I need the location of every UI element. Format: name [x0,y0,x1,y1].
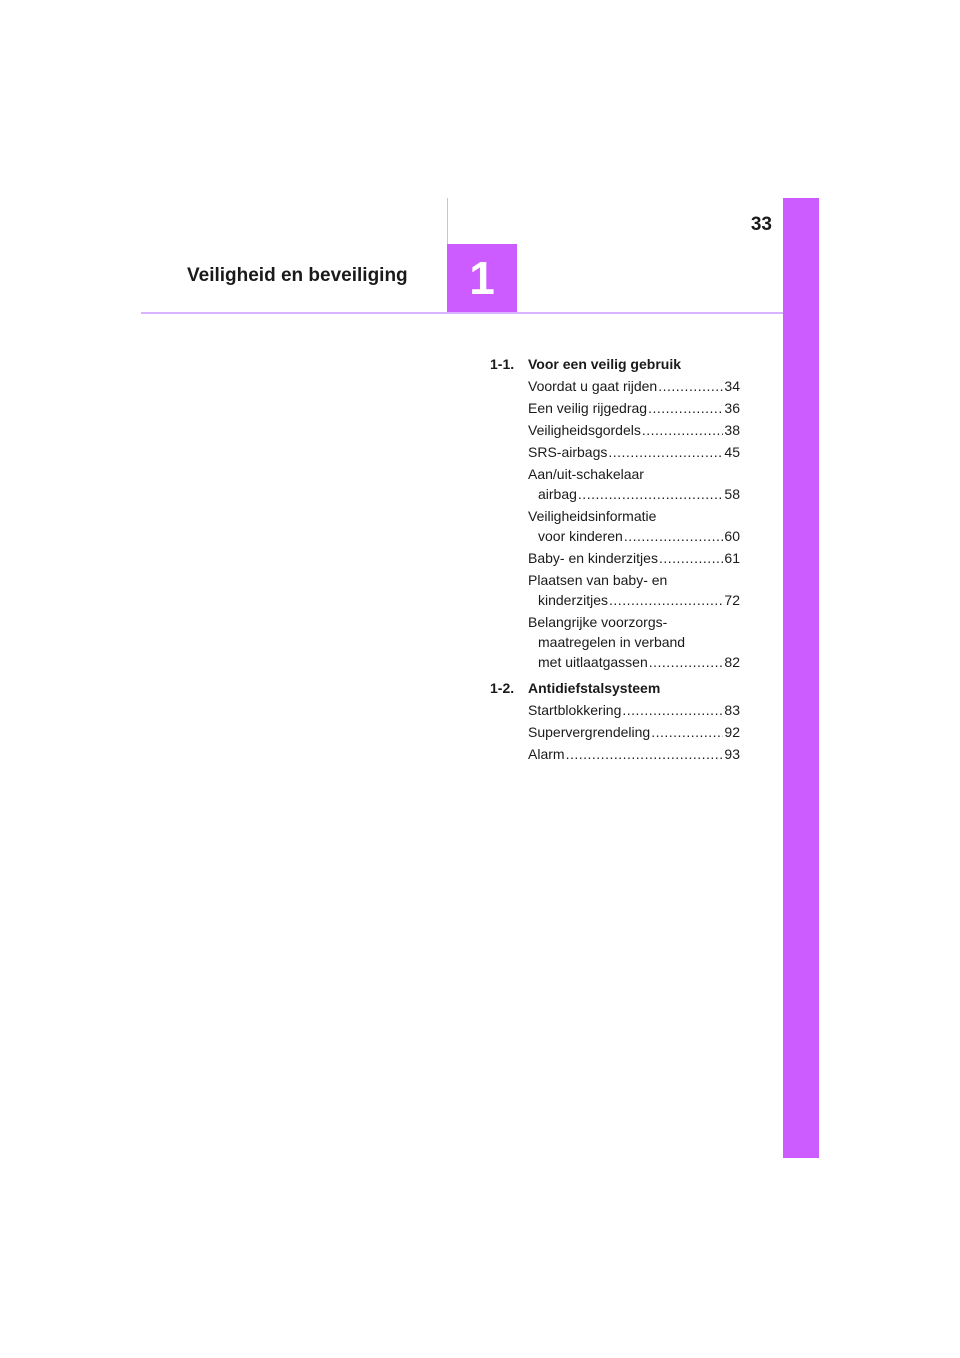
table-of-contents [490,354,740,766]
toc-entry-page: 82 [724,654,740,670]
toc-entry-page: 61 [724,550,740,566]
toc-entry[interactable] [528,570,740,610]
toc-entry-page: 60 [724,528,740,544]
toc-entry-line [528,442,740,462]
toc-entry[interactable] [528,442,740,462]
toc-entry[interactable] [528,744,740,764]
toc-entry-line [528,506,740,526]
toc-entry-page: 92 [724,724,740,740]
toc-section-heading [490,354,740,374]
toc-entry[interactable] [528,722,740,742]
toc-entry-text: voor kinderen [538,528,623,544]
toc-entry-text: Supervergrendeling [528,724,651,740]
toc-entry-text: Aan/uit-schakelaar [528,466,644,482]
toc-entry-text: Een veilig rijgedrag [528,400,648,416]
chapter-number-box [447,244,517,312]
toc-entry-text: airbag [538,486,577,502]
toc-entry-line [528,612,740,632]
toc-entry-line [528,722,740,742]
page-number: 33 [750,214,772,235]
toc-entry-line [528,570,740,590]
toc-entry-text: Alarm [528,746,565,762]
toc-entry-line [528,398,740,418]
toc-entry-line [528,548,740,568]
toc-entry-line [528,700,740,720]
toc-entry-page: 58 [724,486,740,502]
toc-section-title: Voor een veilig gebruik [528,356,682,372]
toc-entry-text: Veiligheidsgordels [528,422,641,438]
chapter-title: Veiligheid en beveiliging [187,265,408,286]
toc-dot-leader [651,722,723,742]
toc-dot-leader [658,376,723,396]
toc-section-number: 1-1. [490,356,515,372]
toc-entry-line [528,526,740,546]
toc-entry-line [528,632,740,652]
toc-entry[interactable] [528,398,740,418]
toc-dot-leader [608,442,723,462]
toc-entry-line [528,590,740,610]
toc-entry-text: Veiligheidsinformatie [528,508,657,524]
toc-entry-page: 45 [724,444,740,460]
toc-dot-leader [609,590,723,610]
toc-entry[interactable] [528,506,740,546]
toc-dot-leader [648,398,723,418]
toc-entry-text: kinderzitjes [538,592,609,608]
toc-entry[interactable] [528,700,740,720]
toc-section-number: 1-2. [490,680,515,696]
toc-entry-page: 93 [724,746,740,762]
toc-entry-text: Voordat u gaat rijden [528,378,658,394]
toc-entry-line [528,376,740,396]
toc-entry-text: Belangrijke voorzorgs- [528,614,668,630]
toc-dot-leader [578,484,724,504]
toc-entry-text: met uitlaatgassen [538,654,648,670]
toc-entry-line [528,652,740,672]
chapter-side-tab [783,198,819,1158]
toc-section-title: Antidiefstalsysteem [528,680,661,696]
toc-entry-page: 83 [724,702,740,718]
toc-section-heading [490,678,740,698]
toc-entry-line [528,420,740,440]
toc-entry-line [528,464,740,484]
toc-entry-page: 72 [724,592,740,608]
toc-dot-leader [642,420,724,440]
chapter-number: 1 [469,252,495,304]
header-horizontal-rule [141,312,783,314]
toc-entry-line [528,484,740,504]
toc-entry[interactable] [528,420,740,440]
header-vertical-rule [447,198,448,244]
toc-entry[interactable] [528,612,740,672]
toc-entry-page: 38 [724,422,740,438]
toc-entry[interactable] [528,464,740,504]
toc-entry-page: 34 [724,378,740,394]
toc-dot-leader [622,700,723,720]
toc-dot-leader [659,548,723,568]
toc-entry[interactable] [528,376,740,396]
toc-dot-leader [624,526,724,546]
toc-entry-text: Baby- en kinderzitjes [528,550,658,566]
toc-entry-line [528,744,740,764]
toc-entry[interactable] [528,548,740,568]
toc-dot-leader [649,652,724,672]
toc-entry-text: Startblokkering [528,702,622,718]
toc-entry-text: SRS-airbags [528,444,608,460]
toc-dot-leader [566,744,724,764]
toc-entry-page: 36 [724,400,740,416]
toc-entry-text: maatregelen in verband [538,634,686,650]
toc-entry-text: Plaatsen van baby- en [528,572,668,588]
